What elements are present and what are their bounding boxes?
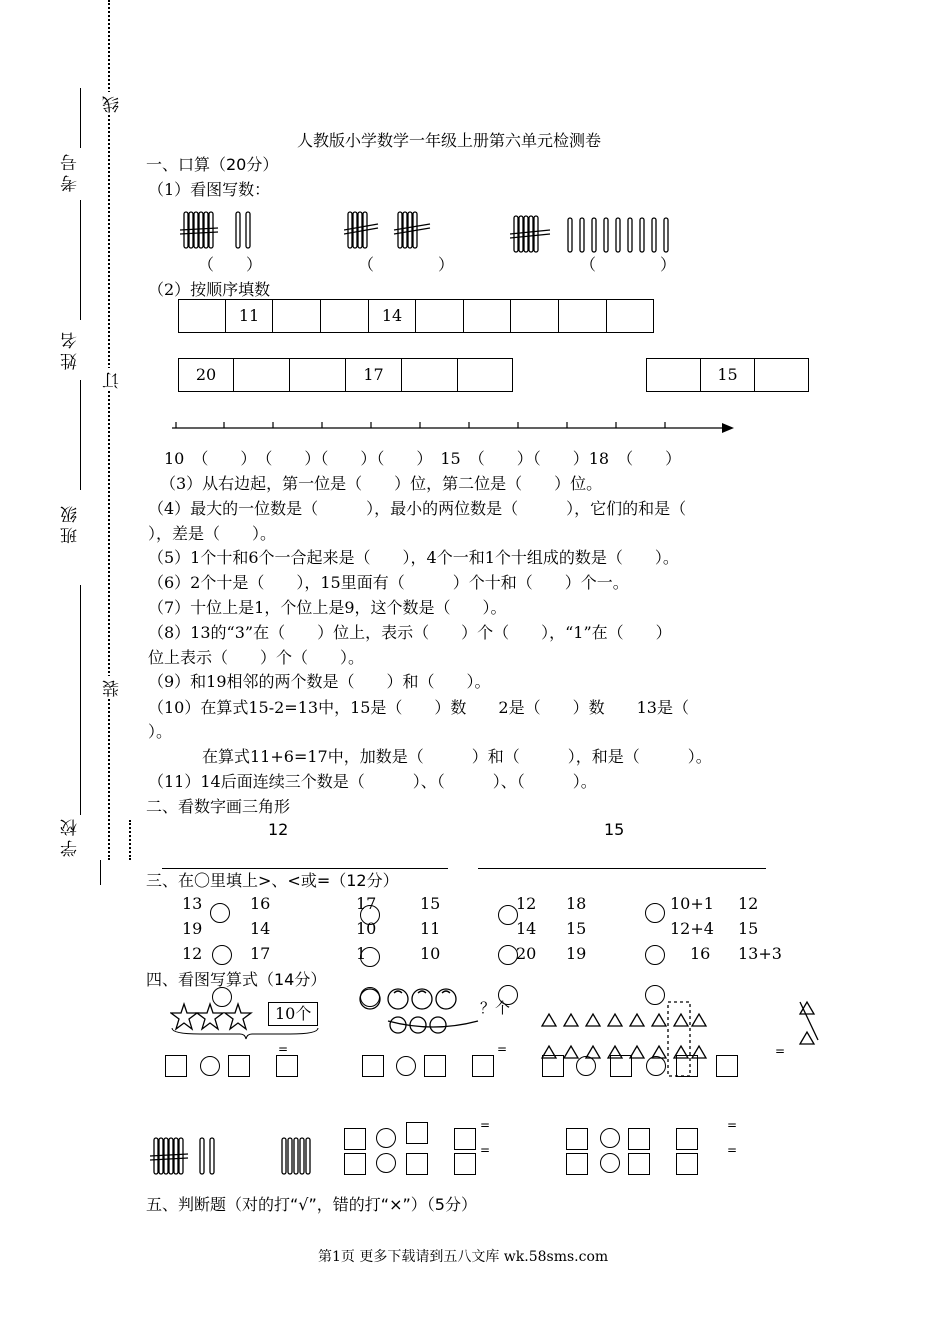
compare-circle[interactable]: [645, 945, 665, 965]
number-box[interactable]: [647, 359, 701, 391]
compare-right: 13+3: [738, 944, 782, 963]
number-box[interactable]: 17: [346, 359, 402, 391]
sticks-picture-2: [344, 208, 444, 252]
equals-sign: =: [278, 1042, 289, 1056]
compare-left: 16: [690, 944, 711, 963]
operator-circle[interactable]: [396, 1056, 416, 1076]
number-box[interactable]: [511, 300, 559, 332]
operator-circle[interactable]: [600, 1128, 620, 1148]
number-box[interactable]: 14: [369, 300, 416, 332]
q10-line1: （10）在算式15-2=13中，15是（ ）数 2是（ ）数 13是（: [148, 698, 689, 717]
compare-left: 1: [356, 944, 367, 963]
operator-circle[interactable]: [646, 1056, 666, 1076]
answer-square[interactable]: [276, 1055, 298, 1077]
answer-square[interactable]: [454, 1153, 476, 1175]
compare-circle[interactable]: [645, 903, 665, 923]
number-box-row-1: [178, 299, 654, 333]
answer-square[interactable]: [344, 1128, 366, 1150]
compare-right: 19: [566, 944, 587, 963]
zhuang-label: 装: [100, 676, 125, 697]
compare-right: 12: [738, 894, 759, 913]
compare-circle[interactable]: [360, 947, 380, 967]
kaohao-label: 考号: [61, 150, 81, 192]
number-box[interactable]: [464, 300, 511, 332]
compare-circle[interactable]: [212, 945, 232, 965]
compare-right: 16: [250, 894, 271, 913]
answer-square[interactable]: [676, 1128, 698, 1150]
xingming-label: 姓名: [61, 328, 81, 370]
q5: （5）1个十和6个一合起来是（ ），4个一和1个十组成的数是（ ）。: [148, 548, 679, 567]
equals-sign: =: [480, 1118, 491, 1132]
number-box[interactable]: [179, 300, 226, 332]
compare-circle[interactable]: [498, 945, 518, 965]
compare-circle[interactable]: [498, 905, 518, 925]
operator-circle[interactable]: [600, 1153, 620, 1173]
compare-left: 14: [516, 919, 537, 938]
compare-right: 15: [738, 919, 759, 938]
answer-square[interactable]: [406, 1122, 428, 1144]
q2-label: （2）按顺序填数: [148, 280, 271, 299]
compare-left: 10+1: [670, 894, 714, 913]
compare-left: 13: [182, 894, 203, 913]
answer-square[interactable]: [628, 1128, 650, 1150]
compare-circle[interactable]: [360, 905, 380, 925]
compare-left: 19: [182, 919, 203, 938]
xingming-underline: [80, 200, 81, 320]
kaohao-underline: [80, 88, 81, 148]
answer-square[interactable]: [542, 1055, 564, 1077]
sticks-picture-3: [510, 212, 670, 256]
xian-label: 线: [100, 92, 125, 113]
q1-label: （1）看图写数：: [148, 180, 271, 199]
section2-heading: 二、看数字画三角形: [146, 797, 291, 816]
answer-square[interactable]: [424, 1055, 446, 1077]
section1-heading: 一、口算（20分）: [146, 155, 279, 174]
compare-left: 10: [356, 919, 377, 938]
equals-sign: =: [497, 1042, 508, 1056]
section2-number-1: 12: [268, 820, 289, 839]
number-box[interactable]: [290, 359, 346, 391]
ding-label: 订: [100, 368, 125, 389]
xuexiao-label: 学校: [61, 815, 81, 857]
answer-square[interactable]: [716, 1055, 738, 1077]
equals-sign: =: [727, 1143, 738, 1157]
operator-circle[interactable]: [576, 1056, 596, 1076]
q8-line1: （8）13的“3”在（ ）位上，表示（ ）个（ ），“1”在（ ）: [148, 623, 672, 642]
compare-right: 10: [420, 944, 441, 963]
q1-blank-2[interactable]: （ ）: [358, 255, 455, 274]
q4-line2: ），差是（ ）。: [148, 524, 277, 543]
number-line: [170, 418, 740, 438]
binding-dotted-line: [108, 0, 110, 860]
xuexiao-underline-2: [100, 860, 101, 885]
answer-square[interactable]: [566, 1153, 588, 1175]
compare-circle[interactable]: [210, 903, 230, 923]
banji-label: 班级: [61, 502, 81, 544]
sticks-picture-1: [180, 208, 260, 252]
q3: （3）从右边起，第一位是（ ）位，第二位是（ ）位。: [160, 474, 603, 493]
question-count-label: ？个: [480, 999, 511, 1017]
q1-blank-1[interactable]: （ ）: [198, 255, 263, 274]
answer-square[interactable]: [406, 1153, 428, 1175]
section2-number-2: 15: [604, 820, 625, 839]
compare-right: 18: [566, 894, 587, 913]
number-box[interactable]: [273, 300, 321, 332]
number-box[interactable]: 15: [701, 359, 755, 391]
number-box[interactable]: [458, 359, 512, 391]
number-box[interactable]: [234, 359, 290, 391]
xuexiao-underline: [80, 585, 81, 815]
sticks-picture-4: [150, 1136, 230, 1178]
number-box-row-2: [178, 358, 513, 392]
operator-circle[interactable]: [376, 1153, 396, 1173]
section5-heading: 五、判断题（对的打“√”，错的打“×”）（5分）: [146, 1195, 477, 1214]
compare-left: 20: [516, 944, 537, 963]
q4-line1: （4）最大的一位数是（ ），最小的两位数是（ ），它们的和是（: [148, 499, 687, 518]
compare-right: 15: [566, 919, 587, 938]
number-box[interactable]: [416, 300, 464, 332]
equals-sign: =: [480, 1143, 491, 1157]
equals-sign: =: [727, 1118, 738, 1132]
q11: （11）14后面连续三个数是（ ）、（ ）、（ ）。: [148, 772, 597, 791]
number-line-labels: 10 （ ） （ ）（ ）（ ） 15 （ ）（ ）18 （ ）: [164, 449, 682, 468]
compare-right: 15: [420, 894, 441, 913]
ten-count-box: 10个: [268, 1002, 318, 1026]
number-box[interactable]: [321, 300, 369, 332]
q1-blank-3[interactable]: （ ）: [580, 255, 677, 274]
q10-line3: 在算式11+6=17中，加数是（ ）和（ ），和是（ ）。: [202, 747, 712, 766]
number-box-row-3: [646, 358, 809, 392]
q10-line2: ）。: [148, 722, 173, 741]
q7: （7）十位上是1，个位上是9，这个数是（ ）。: [148, 598, 507, 617]
compare-left: 17: [356, 894, 377, 913]
brace: [170, 1026, 320, 1040]
answer-square[interactable]: [344, 1153, 366, 1175]
compare-left: 12: [516, 894, 537, 913]
sticks-picture-5: [278, 1136, 318, 1178]
page-footer: 第1页 更多下载请到五八文库 wk.58sms.com: [318, 1249, 609, 1265]
answer-square[interactable]: [676, 1153, 698, 1175]
answer-square[interactable]: [566, 1128, 588, 1150]
page-title: 人教版小学数学一年级上册第六单元检测卷: [297, 131, 602, 150]
compare-right: 17: [250, 944, 271, 963]
q6: （6）2个十是（ ），15里面有（ ）个十和（ ）个一。: [148, 573, 629, 592]
q8-line2: 位上表示（ ）个（ ）。: [148, 648, 365, 667]
answer-square[interactable]: [472, 1055, 494, 1077]
operator-circle[interactable]: [376, 1128, 396, 1148]
apples-picture: [358, 985, 533, 1035]
number-box[interactable]: 11: [226, 300, 273, 332]
answer-square[interactable]: [628, 1153, 650, 1175]
number-box[interactable]: 20: [179, 359, 234, 391]
number-box[interactable]: [607, 300, 653, 332]
banji-underline: [80, 380, 81, 490]
compare-left: 12: [182, 944, 203, 963]
number-box[interactable]: [755, 359, 808, 391]
answer-square[interactable]: [362, 1055, 384, 1077]
binding-dotted-line-short: [129, 820, 131, 860]
answer-square[interactable]: [228, 1055, 250, 1077]
number-box[interactable]: [559, 300, 607, 332]
section3-heading: 三、在〇里填上>、<或=（12分）: [146, 871, 399, 890]
compare-left: 12+4: [670, 919, 714, 938]
q9: （9）和19相邻的两个数是（ ）和（ ）。: [148, 672, 491, 691]
compare-right: 11: [420, 919, 441, 938]
answer-square[interactable]: [165, 1055, 187, 1077]
compare-right: 14: [250, 919, 271, 938]
answer-square[interactable]: [454, 1128, 476, 1150]
answer-square[interactable]: [676, 1055, 698, 1077]
number-box[interactable]: [402, 359, 458, 391]
section4-heading: 四、看图写算式（14分）: [146, 970, 327, 989]
answer-square[interactable]: [610, 1055, 632, 1077]
operator-circle[interactable]: [200, 1056, 220, 1076]
equals-sign: =: [775, 1044, 786, 1058]
draw-line-2: [478, 868, 766, 869]
